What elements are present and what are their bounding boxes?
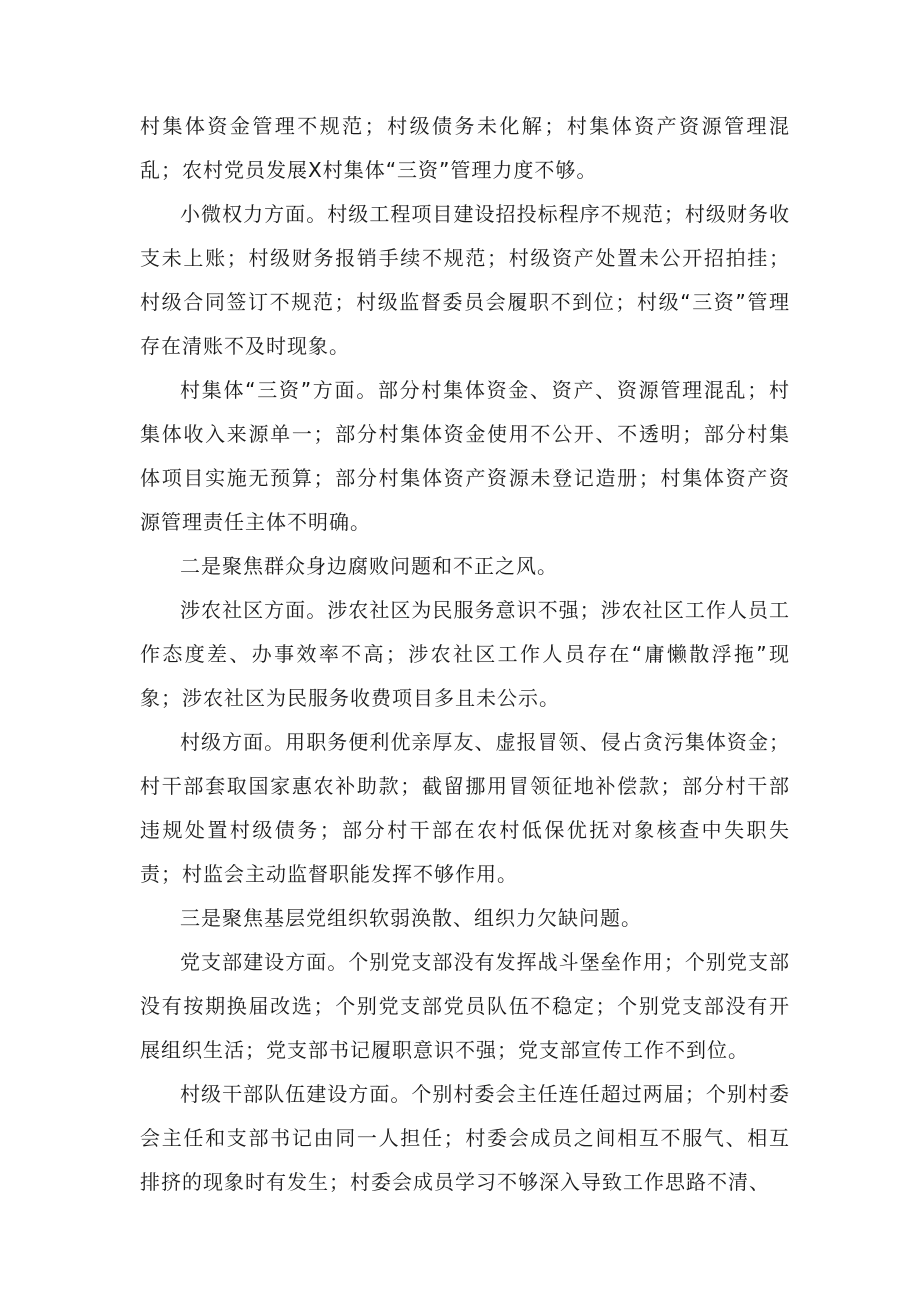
- paragraph-village-cadres: 村级干部队伍建设方面。个别村委会主任连任超过两届；个别村委会主任和支部书记由同一人担任；村委会成员之间相互不服气、相互排挤的现象时有发生；村委会成员学习不够深入导致工作思路不清、: [140, 1082, 790, 1194]
- paragraph-village-funds: 村集体资金管理不规范；村级债务未化解；村集体资产资源管理混乱；农村党员发展X村集体“三资”管理力度不够。: [140, 114, 790, 182]
- section-heading-party-organization: 三是聚焦基层党组织软弱涣散、组织力欠缺问题。: [180, 906, 642, 930]
- paragraph-agricultural-community: 涉农社区方面。涉农社区为民服务意识不强；涉农社区工作人员工作态度差、办事效率不高；涉农社区工作人员存在“庸懒散浮拖”现象；涉农社区为民服务收费项目多且未公示。: [140, 598, 790, 710]
- paragraph-village-level: 村级方面。用职务便利优亲厚友、虚报冒领、侵占贪污集体资金；村干部套取国家惠农补助款；截留挪用冒领征地补偿款；部分村干部违规处置村级债务；部分村干部在农村低保优抚对象核查中失职失责；村监会主动监督职能发挥不够作用。: [140, 730, 790, 886]
- section-heading-corruption: 二是聚焦群众身边腐败问题和不正之风。: [180, 554, 558, 578]
- paragraph-micro-power: 小微权力方面。村级工程项目建设招投标程序不规范；村级财务收支未上账；村级财务报销手续不规范；村级资产处置未公开招拍挂；村级合同签订不规范；村级监督委员会履职不到位；村级“三资”管理存在清账不及时现象。: [140, 202, 790, 358]
- paragraph-party-branch: 党支部建设方面。个别党支部没有发挥战斗堡垒作用；个别党支部没有按期换届改选；个别党支部党员队伍不稳定；个别党支部没有开展组织生活；党支部书记履职意识不强；党支部宣传工作不到位。: [140, 950, 790, 1062]
- document-body: [140, 104, 790, 1204]
- paragraph-three-assets: 村集体“三资”方面。部分村集体资金、资产、资源管理混乱；村集体收入来源单一；部分村集体资金使用不公开、不透明；部分村集体项目实施无预算；部分村集体资产资源未登记造册；村集体资产资源管理责任主体不明确。: [140, 378, 790, 534]
